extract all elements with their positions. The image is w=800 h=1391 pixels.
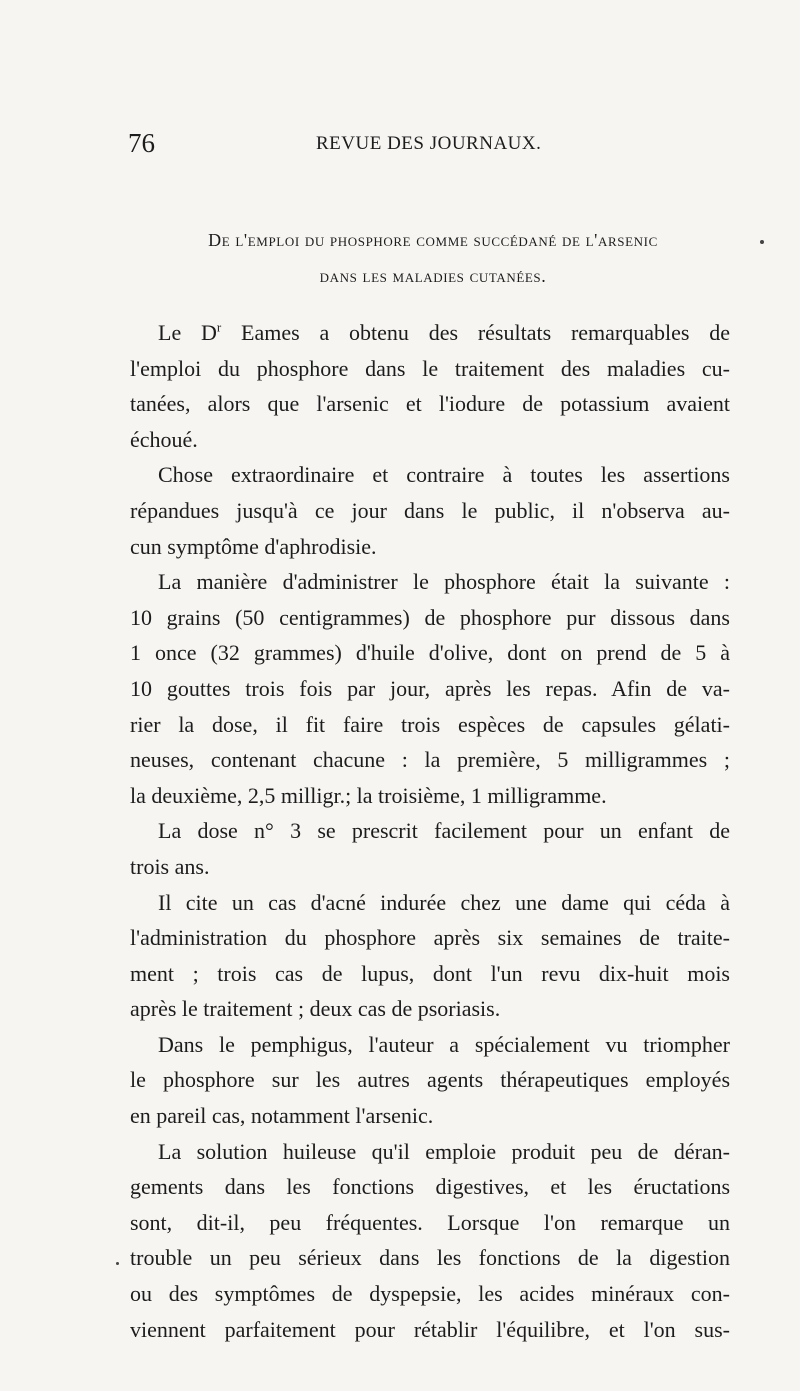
text-line: Dans le pemphigus, l'auteur a spécialement vu triompher [158, 1031, 730, 1057]
text-line: après le traitement ; deux cas de psoriasis. [130, 996, 501, 1022]
text-line: gements dans les fonctions digestives, et les éructations [130, 1174, 730, 1200]
text-line: viennent parfaitement pour rétablir l'équilibre, et l'on sus- [130, 1316, 730, 1342]
text-line: la deuxième, 2,5 milligr.; la troisième, 1 milligramme. [130, 782, 607, 808]
text-line: cun symptôme d'aphrodisie. [130, 533, 377, 559]
ink-speck [116, 1262, 119, 1265]
text-line: répandues jusqu'à ce jour dans le public, il n'observa au- [130, 497, 730, 523]
text-line: ment ; trois cas de lupus, dont l'un revu dix-huit mois [130, 960, 730, 986]
text-line: tanées, alors que l'arsenic et l'iodure de potassium avaient [130, 391, 730, 417]
text-line: sont, dit-il, peu fréquentes. Lorsque l'on remarque un [130, 1209, 730, 1235]
running-header [128, 128, 728, 158]
text-line: Le $D^r$ Eames a obtenu des résultats remarquables de [158, 319, 730, 345]
text-line: 10 grains (50 centigrammes) de phosphore pur dissous dans [130, 604, 730, 630]
text-line: trouble un peu sérieux dans les fonctions de la digestion [130, 1245, 730, 1271]
text-line: l'emploi du phosphore dans le traitement des maladies cu- [130, 355, 730, 381]
article-body [130, 315, 730, 1347]
page-number: 76 [128, 128, 155, 158]
text-line: Chose extraordinaire et contraire à toutes les assertions [158, 462, 730, 488]
article-title [128, 222, 738, 294]
text-line: l'administration du phosphore après six semaines de traite- [130, 925, 730, 951]
running-title: REVUE DES JOURNAUX. [316, 133, 542, 154]
text-line: 10 gouttes trois fois par jour, après les repas. Afin de va- [130, 675, 730, 701]
ink-speck [760, 240, 764, 244]
text-line: le phosphore sur les autres agents thérapeutiques employés [130, 1067, 730, 1093]
text-line: Il cite un cas d'acné indurée chez une dame qui céda à [158, 889, 730, 915]
text-line: La manière d'administrer le phosphore était la suivante : [158, 569, 730, 595]
text-line: 1 once (32 grammes) d'huile d'olive, dont on prend de 5 à [130, 640, 730, 666]
text-line: en pareil cas, notamment l'arsenic. [130, 1103, 434, 1129]
text-line: rier la dose, il fit faire trois espèces de capsules gélati- [130, 711, 730, 737]
text-line: neuses, contenant chacune : la première, 5 milligrammes ; [130, 747, 730, 773]
text-line: ou des symptômes de dyspepsie, les acides minéraux con- [130, 1281, 730, 1307]
article-title-line-2: dans les maladies cutanées. [319, 266, 547, 286]
text-line: trois ans. [130, 853, 210, 879]
text-line: La solution huileuse qu'il emploie produit peu de déran- [158, 1138, 730, 1164]
text-line: La dose n° 3 se prescrit facilement pour un enfant de [158, 818, 730, 844]
article-title-line-1: De l'emploi du phosphore comme succédané de l'arsenic [208, 230, 658, 250]
text-line: échoué. [130, 426, 198, 452]
